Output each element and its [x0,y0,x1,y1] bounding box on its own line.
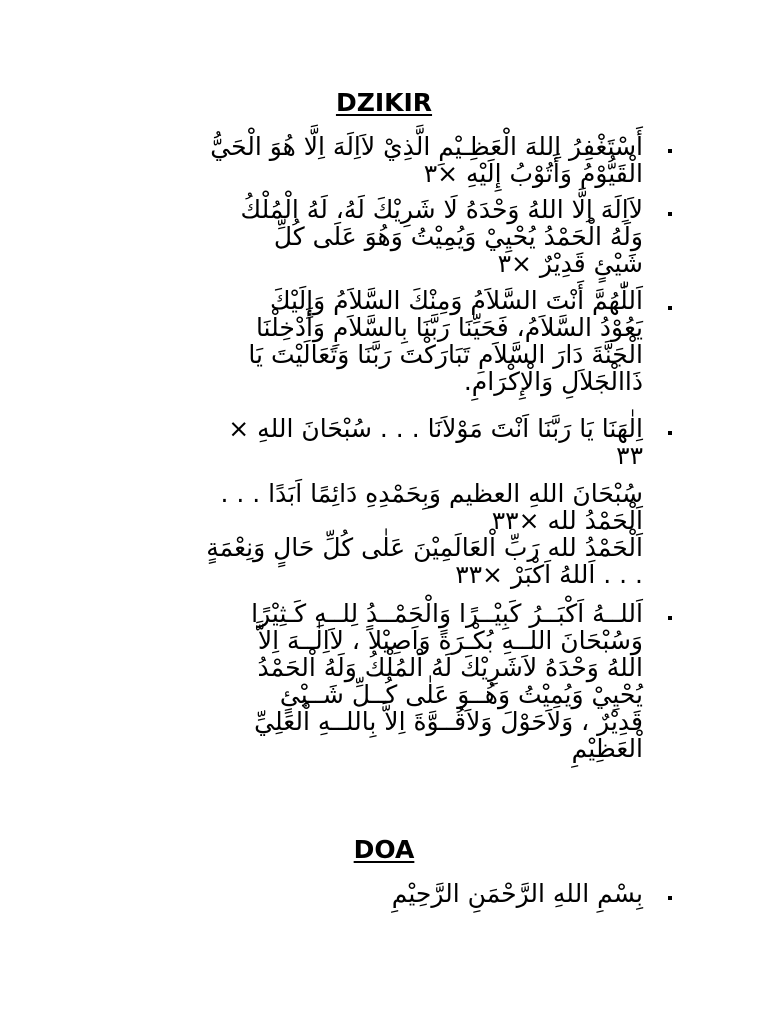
dzikir-item-2 [150,196,643,277]
text-line: سُبْحَانَ اللهِ العظيم وَبِحَمْدِهِ دَائِمًا اَبَدًا . . . [220,479,643,508]
dzikir-item-1 [150,133,643,187]
text-line: ٣٣ [616,441,643,470]
text-line: قَدِيْرٌ ، وَلاَحَوْلَ وَلاَقُــوَّةَ اِلاَّ بِاللــهِ اْلعَلِيِّ [254,707,643,736]
text-line: وَسُبْحَانَ اللــهِ بُكْـرَةً وَاَصِيْلاً ، لاَاِلٰــهَ اِلاَّ [257,626,643,655]
bullet-marker [665,428,675,438]
text-line: اَلْحَمْدُ لله رَبِّ اْلعَالَمِيْنَ عَلٰى كُلِّ حَالٍ وَنِعْمَةٍ [206,533,643,562]
text-line: بِسْمِ اللهِ الرَّحْمَنِ الرَّحِيْمِ [391,879,643,908]
doa-item-1 [150,880,643,907]
text-line: اَللــهُ اَكْبَــرُ كَبِيْــرًا وَالْحَمْــدُ لِلــهِ كَـثِيْرًا [251,599,643,628]
bullet-marker [665,209,675,219]
bullet-marker [665,893,675,903]
text-line: الْجَنَّةَ دَارَ السَّلاَمِ تَبَارَكْتَ رَبَّنَا وَتَعَالَيْتَ يَا [248,340,643,369]
text-line: اَلْحَمْدُ لله ×٣٣ [491,506,643,535]
text-line: أَسْتَغْفِرُ اِللهَ الْعَظِـيْمِ الَّذِيْ لاَاِلَهَ اِلَّا هُوَ الْحَيُّ [210,132,643,161]
bullet-marker [665,303,675,313]
text-line: ذَاالْجَلاَلِ وَالْإِكْرَامِ. [463,367,643,396]
bullet-marker [665,613,675,623]
text-line: وَلَهُ الْحَمْدُ يُحْيِيْ وَيُمِيْتُ وَهُوَ عَلَى كُلِّ [273,222,643,251]
dzikir-heading: DZIKIR [335,88,433,117]
dzikir-item-4 [150,415,643,469]
text-line: يُحْيِيْ وَيُمِيْتُ وَهُــوَ عَلٰى كُــلِّ شَــيْئٍ [279,680,643,709]
text-line: اَللّٰهُمَّ أَنْتَ السَّلاَمُ وَمِنْكَ السَّلاَمُ وَإِلَيْكَ [269,286,643,315]
text-line: اللهُ وَحْدَهُ لاَشَرِيْكَ لَهُ اْلمُلْكُ وَلَهُ اْلحَمْدُ [257,653,643,682]
text-line: شَيْئٍ قَدِيْرٌ ×٣ [497,249,643,278]
bullet-marker [665,146,675,156]
text-line: الْقَيُّوْمُ وَأَتُوْبُ إِلَيْهِ ×٣ [423,159,643,188]
text-line: يَعُوْدُ السَّلاَمُ، فَحَيِّنَا رَبَّنَا بِالسَّلاَمِ وَأَدْخِلْنَا [255,313,643,342]
dzikir-tasbih-block [150,480,643,588]
text-line: اْلعَظِيْمِ [571,734,643,763]
text-line: لاَاِلَهَ اِلَّا اللهُ وَحْدَهُ لَا شَرِيْكَ لَهُ، لَهُ الْمُلْكُ [240,195,643,224]
text-line: . . . اَللهُ اَكْبَرْ ×٣٣ [455,560,643,589]
text-line: اِلٰهَنَا يَا رَبَّنَا اَنْتَ مَوْلاَنَا . . . سُبْحَانَ اللهِ × [228,414,643,443]
dzikir-item-5 [150,600,643,762]
doa-heading: DOA [353,835,415,864]
dzikir-item-3 [140,287,643,395]
